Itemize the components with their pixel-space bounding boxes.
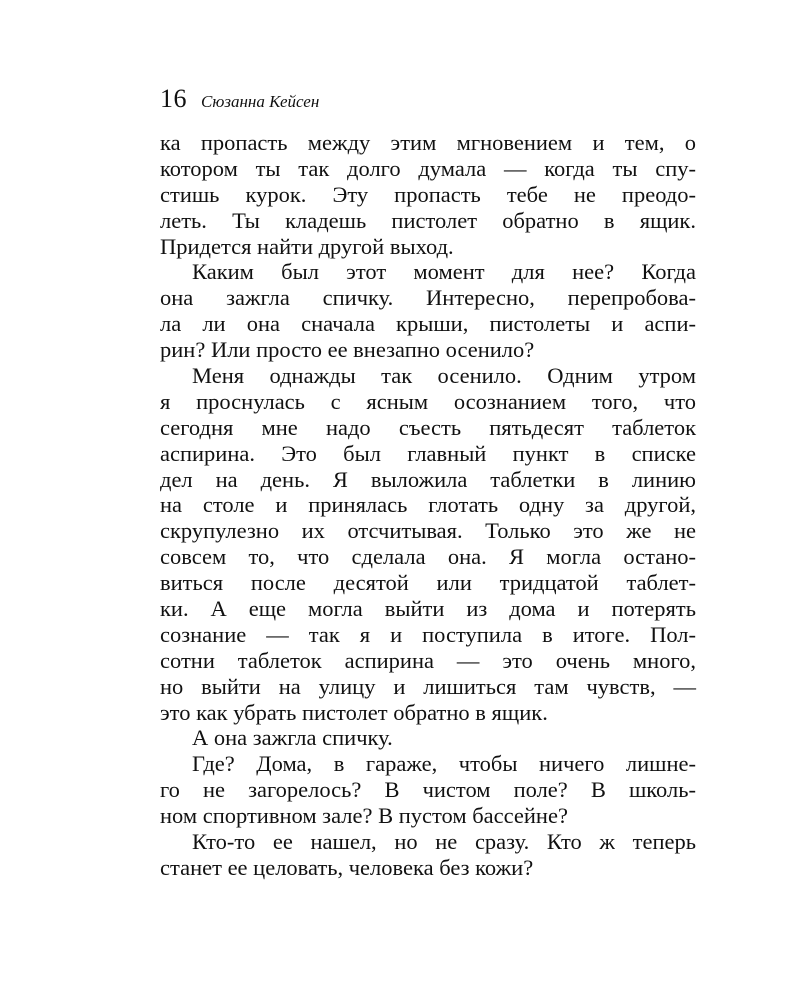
- text-line: стишь курок. Эту пропасть тебе не преодо-: [160, 181, 696, 207]
- running-head-author: Сюзанна Кейсен: [201, 92, 320, 111]
- text-line: Где? Дома, в гараже, чтобы ничего лишне-: [192, 751, 696, 777]
- text-line: аспирина. Это был главный пункт в списке: [160, 440, 696, 466]
- text-line: дел на день. Я выложила таблетки в линию: [160, 466, 696, 492]
- paragraph: [160, 130, 696, 259]
- page-number: 16: [160, 84, 187, 113]
- body-text: [160, 130, 696, 881]
- text-line: станет ее целовать, человека без кожи?: [160, 854, 534, 880]
- text-line: ла ли она сначала крыши, пистолеты и аспи-: [160, 311, 696, 337]
- text-line: на столе и принялась глотать одну за другой,: [160, 492, 696, 518]
- text-line: виться после десятой или тридцатой таблет-: [160, 570, 696, 596]
- running-head: [160, 84, 319, 114]
- text-line: я проснулась с ясным осознанием того, что: [160, 388, 696, 414]
- text-line: Меня однажды так осенило. Одним утром: [192, 363, 696, 389]
- text-line: сотни таблеток аспирина — это очень много,: [160, 647, 696, 673]
- text-line: совсем то, что сделала она. Я могла остано-: [160, 544, 696, 570]
- paragraph: [160, 829, 696, 881]
- paragraph: [160, 363, 696, 725]
- text-line: ном спортивном зале? В пустом бассейне?: [160, 803, 568, 829]
- text-line: сегодня мне надо съесть пятьдесят таблеток: [160, 414, 696, 440]
- text-line: котором ты так долго думала — когда ты спу-: [160, 155, 696, 181]
- text-line: А она зажгла спичку.: [192, 725, 393, 751]
- text-line: это как убрать пистолет обратно в ящик.: [160, 699, 548, 725]
- text-line: Придется найти другой выход.: [160, 233, 454, 259]
- text-line: ки. А еще могла выйти из дома и потерять: [160, 596, 696, 622]
- text-line: леть. Ты кладешь пистолет обратно в ящик.: [160, 207, 696, 233]
- text-line: она зажгла спичку. Интересно, перепробова-: [160, 285, 696, 311]
- paragraph: [160, 725, 696, 751]
- paragraph: [160, 259, 696, 363]
- text-line: скрупулезно их отсчитывая. Только это же не: [160, 518, 696, 544]
- text-line: го не загорелось? В чистом поле? В школь-: [160, 777, 696, 803]
- text-line: Каким был этот момент для нее? Когда: [192, 259, 696, 285]
- text-line: Кто-то ее нашел, но не сразу. Кто ж теперь: [192, 829, 696, 855]
- text-line: сознание — так я и поступила в итоге. Пол-: [160, 621, 696, 647]
- text-line: но выйти на улицу и лишиться там чувств, —: [160, 673, 696, 699]
- text-line: рин? Или просто ее внезапно осенило?: [160, 337, 535, 363]
- paragraph: [160, 751, 696, 829]
- text-line: ка пропасть между этим мгновением и тем, о: [160, 130, 696, 155]
